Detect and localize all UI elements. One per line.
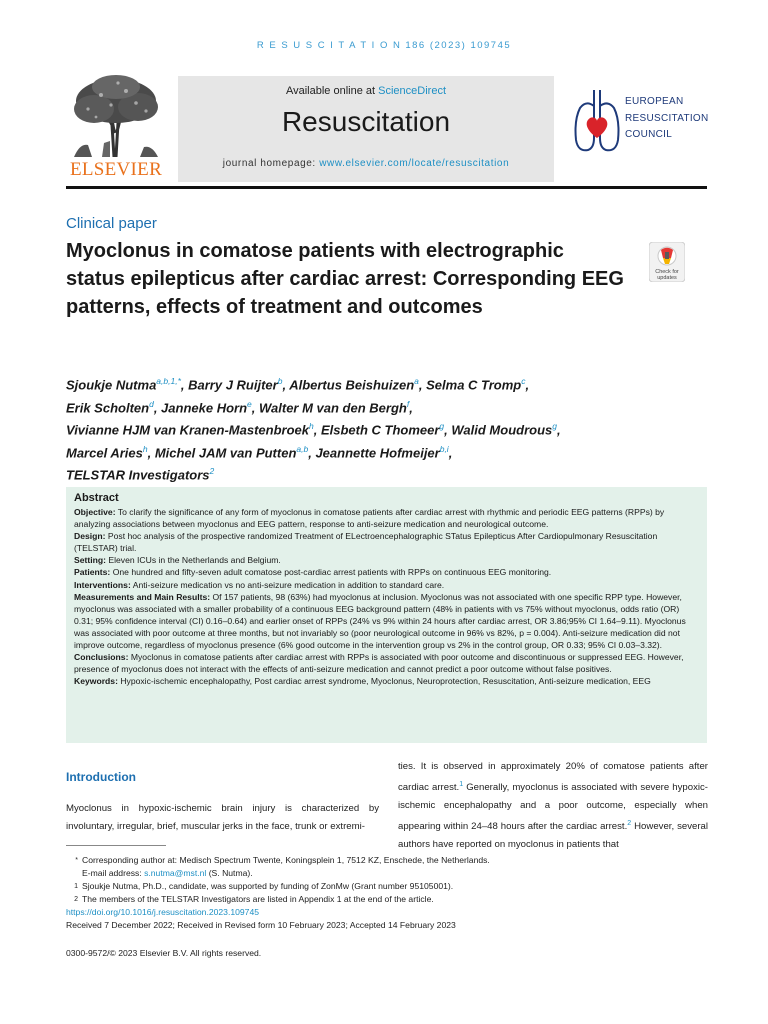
introduction-heading: Introduction [66, 770, 136, 784]
author-separator: , [308, 444, 316, 460]
author-separator: , [418, 377, 427, 393]
author-separator: , [409, 399, 413, 415]
abstract-paragraph [74, 554, 699, 566]
abstract-paragraph [74, 506, 699, 530]
affiliation-marker[interactable]: h [308, 421, 314, 432]
abstract-label: Interventions: [74, 579, 131, 590]
article-type: Clinical paper [66, 215, 157, 232]
author-name[interactable]: Michel JAM van Putten [154, 444, 297, 460]
affiliation-marker[interactable]: a,b [296, 443, 309, 454]
author-separator: , [180, 377, 189, 393]
journal-banner [178, 76, 554, 182]
abstract-label: Keywords: [74, 676, 118, 687]
author-name[interactable]: TELSTAR Investigators [66, 467, 210, 483]
author-name[interactable]: Elsbeth C Thomeer [320, 422, 440, 438]
body-column-2: ties. It is observed in approximately 20% of comatose patients after cardiac arrest.$^1$ Generally, myoclonus is associated with severe hypoxic-ischemic encephalopathy and a poor outcome, especially when appearing within 24–48 hours after the cardiac arrest.$^2$ However, several authors have reported on myoclonus in patients that [398, 761, 709, 850]
corresponding-author-note: * Corresponding author at: Medisch Spectrum Twente, Koningsplein 1, 7512 KZ, Enschede, the Netherlands. [75, 855, 490, 865]
footnotes [66, 854, 707, 932]
author-separator: , [282, 377, 290, 393]
abstract-paragraph [74, 675, 699, 687]
author-name[interactable]: Albertus Beishuizen [289, 377, 415, 393]
elsevier-tree-icon [66, 73, 166, 157]
body-column-1: Myoclonus in hypoxic-ischemic brain injury is characterized by involuntary, irregular, brief, muscular jerks in the face, trunk or extremi- [66, 803, 379, 832]
author-name[interactable]: Jeannette Hofmeijer [315, 444, 440, 460]
email-note: E-mail address: s.nutma@mst.nl (S. Nutma). [82, 868, 253, 878]
affiliation-marker[interactable]: e [247, 398, 252, 409]
abstract-label: Design: [74, 531, 106, 542]
affiliation-marker[interactable]: a,b,1,* [156, 376, 181, 386]
author-separator: , [313, 422, 321, 438]
author-separator: , [444, 422, 452, 438]
abstract-items [74, 506, 699, 687]
abstract-paragraph [74, 651, 699, 675]
author-name[interactable]: Marcel Aries [66, 444, 143, 460]
author-name[interactable]: Janneke Horn [161, 399, 248, 415]
available-online: Available online at ScienceDirect [285, 85, 446, 97]
abstract-label: Patients: [74, 567, 111, 578]
abstract-text: Eleven ICUs in the Netherlands and Belgium. [108, 555, 281, 566]
volume-info: 186 (2023) 109745 [405, 40, 512, 51]
abstract-paragraph [74, 579, 699, 591]
header-rule [66, 186, 707, 189]
footnote-rule [66, 845, 166, 846]
author-name[interactable]: Barry J Ruijter [188, 377, 278, 393]
affiliation-marker[interactable]: 2 [209, 466, 215, 477]
affiliation-marker[interactable]: c [521, 376, 526, 386]
affiliation-marker[interactable]: h [142, 443, 148, 454]
affiliation-marker[interactable]: g [552, 421, 557, 432]
abstract-box [66, 487, 707, 743]
abstract-paragraph [74, 566, 699, 578]
affiliation-marker[interactable]: b [277, 376, 283, 386]
erc-wordmark: EUROPEAN RESUSCITATION COUNCIL [625, 96, 709, 140]
abstract-text: Hypoxic-ischemic encephalopathy, Post cardiac arrest syndrome, Myoclonus, Neuroprotection, Resuscitation, Anti-seizure medication, EEG [120, 676, 651, 687]
svg-text:Check for: Check for [655, 269, 679, 275]
author-name[interactable]: Vivianne HJM van Kranen-Mastenbroek [66, 422, 309, 438]
author-name[interactable]: Selma C Tromp [426, 377, 522, 393]
author-separator: , [147, 444, 155, 460]
copyright-line: 0300-9572/© 2023 Elsevier B.V. All rights reserved. [66, 948, 262, 958]
abstract-text: Post hoc analysis of the prospective randomized Treatment of ELectroencephalographic STatus Epilepticus After Cardiopulmonary Resuscitation (TELSTAR) trial. [74, 531, 658, 554]
author-name[interactable]: Sjoukje Nutma [66, 377, 157, 393]
affiliation-marker[interactable]: b,i [439, 443, 449, 454]
journal-name-caps: R E S U S C I T A T I O N [256, 40, 402, 51]
footnote-1: 1 Sjoukje Nutma, Ph.D., candidate, was supported by funding of ZonMw (Grant number 95105001). [74, 881, 454, 891]
author-name[interactable]: Walid Moudrous [451, 422, 553, 438]
elsevier-wordmark: ELSEVIER [69, 159, 163, 180]
affiliation-marker[interactable]: d [149, 398, 154, 409]
author-separator: , [251, 399, 259, 415]
abstract-text: One hundred and fifty-seven adult comatose post-cardiac arrest patients with RPPs on continuous EEG monitoring. [112, 567, 552, 578]
affiliation-marker[interactable]: f [406, 398, 410, 409]
citation-link[interactable]: 2 [627, 819, 632, 827]
lungs-heart-icon [572, 86, 622, 158]
abstract-paragraph [74, 591, 699, 651]
abstract-label: Setting: [74, 555, 106, 566]
article-title: Myoclonus in comatose patients with electrographic status epilepticus after cardiac arrest: Corresponding EEG patterns, effects of treatment and outcomes [66, 240, 624, 318]
abstract-label: Measurements and Main Results: [74, 591, 211, 602]
doi-link[interactable]: https://doi.org/10.1016/j.resuscitation.2023.109745 [66, 907, 260, 917]
author-separator: , [153, 399, 162, 415]
journal-title: Resuscitation [281, 106, 451, 137]
crossmark-icon [649, 242, 685, 282]
abstract-label: Objective: [74, 507, 116, 517]
citation-link[interactable]: 1 [459, 780, 464, 788]
footnote-2: 2 The members of the TELSTAR Investigators are listed in Appendix 1 at the end of the article. [74, 894, 434, 904]
author-name[interactable]: Walter M van den Bergh [259, 399, 407, 415]
abstract-text: Myoclonus in comatose patients after cardiac arrest with RPPs is associated with poor outcome and discontinuous or suppressed EEG. However, presence of myoclonus does not interact with the effects of anti-seizure medication and cannot predict a poor outcome without false positives. [74, 652, 684, 675]
homepage-link[interactable]: www.elsevier.com/locate/resuscitation [319, 158, 510, 169]
check-for-updates-button[interactable] [649, 242, 685, 282]
abstract-paragraph [74, 530, 699, 554]
author-separator: , [557, 422, 561, 438]
affiliation-marker[interactable]: a [414, 376, 419, 386]
author-list [66, 372, 706, 485]
sciencedirect-link[interactable]: ScienceDirect [378, 85, 446, 97]
running-header [0, 40, 768, 51]
received-dates: Received 7 December 2022; Received in Revised form 10 February 2023; Accepted 14 February 2023 [66, 920, 456, 930]
journal-homepage: journal homepage: www.elsevier.com/locate/resuscitation [222, 158, 510, 169]
abstract-heading: Abstract [74, 492, 119, 504]
author-name[interactable]: Erik Scholten [66, 399, 150, 415]
elsevier-logo[interactable] [66, 73, 166, 179]
abstract-text: Of 157 patients, 98 (63%) had myoclonus at inclusion. Myoclonus was not associated with one specific RPP type. However, myoclonus was associated with a smaller probability of a continuous EEG background pattern (48% in patients with vs 75% without myoclonus, odds ratio (OR) 0.31; 95% confidence interval (CI) 0.16–0.64) and earlier onset of RPPs (24% vs 9% within 24 hours after cardiac arrest, OR 3.86;95% CI 1.64–9.11). Myoclonus was associated with poor outcome at three months, but not invariably so (poor neurological outcome in 96% vs 82%, p = 0.004). Anti-seizure medication did not improve outcome, regardless of myoclonus presence (6% good outcome in the intervention group vs 2% in the control group, OR 0.33; 95% CI 0.03–3.32). [74, 591, 686, 651]
affiliation-marker[interactable]: g [439, 421, 445, 432]
abstract-text: Anti-seizure medication vs no anti-seizure medication in addition to standard care. [132, 579, 445, 590]
erc-logo[interactable] [572, 86, 722, 158]
abstract-label: Conclusions: [74, 652, 129, 663]
email-link[interactable]: s.nutma@mst.nl [144, 868, 207, 878]
svg-text:updates: updates [657, 275, 677, 281]
author-separator: , [448, 444, 453, 460]
author-separator: , [525, 377, 530, 393]
abstract-text: To clarify the significance of any form of myoclonus in comatose patients after cardiac arrest with rhythmic and periodic EEG patterns (RPPs) by analyzing associations between myoclonus and EEG pattern, response to anti-seizure medication and neurological outcome. [74, 507, 665, 530]
